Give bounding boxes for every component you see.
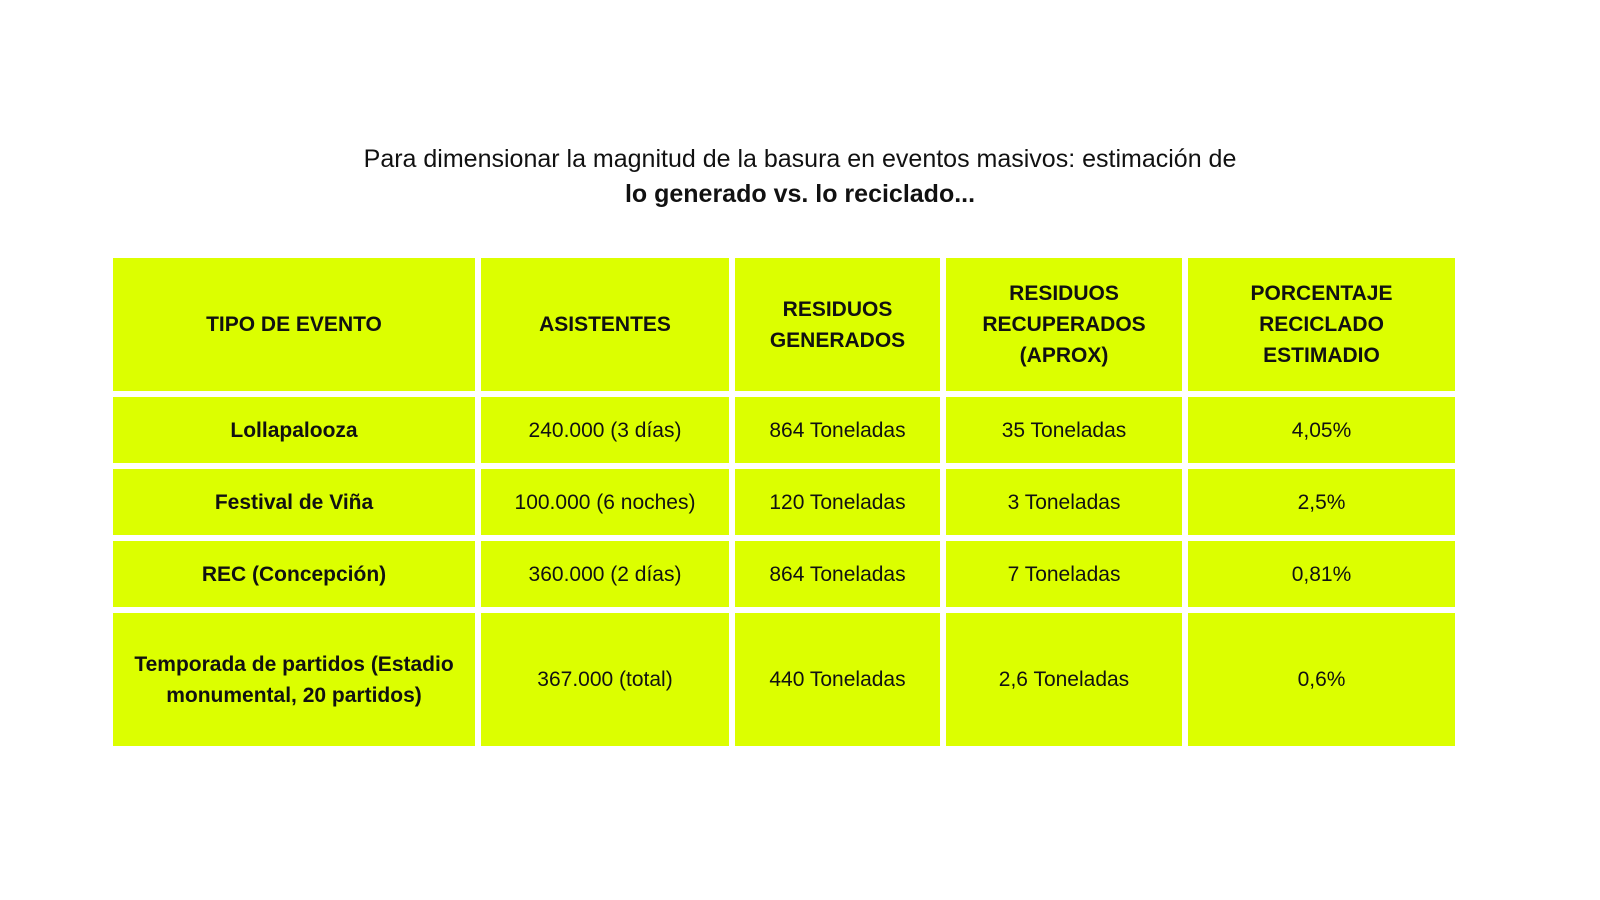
cell-attendees: 240.000 (3 días) xyxy=(481,397,729,463)
table-row xyxy=(113,613,1455,746)
cell-attendees: 367.000 (total) xyxy=(481,613,729,746)
cell-waste-recovered: 7 Toneladas xyxy=(946,541,1182,607)
cell-event-name: Lollapalooza xyxy=(113,397,475,463)
cell-waste-recovered: 35 Toneladas xyxy=(946,397,1182,463)
cell-waste-generated: 440 Toneladas xyxy=(735,613,940,746)
cell-recycled-percent: 0,6% xyxy=(1188,613,1455,746)
cell-event-name: Temporada de partidos (Estadio monumental, 20 partidos) xyxy=(113,613,475,746)
cell-waste-generated: 864 Toneladas xyxy=(735,541,940,607)
cell-event-name: Festival de Viña xyxy=(113,469,475,535)
table-header-row xyxy=(113,258,1455,391)
cell-recycled-percent: 0,81% xyxy=(1188,541,1455,607)
table-row xyxy=(113,541,1455,607)
cell-waste-recovered: 3 Toneladas xyxy=(946,469,1182,535)
cell-event-name: REC (Concepción) xyxy=(113,541,475,607)
header-residuos-generados: RESIDUOS GENERADOS xyxy=(735,258,940,391)
cell-waste-generated: 864 Toneladas xyxy=(735,397,940,463)
cell-waste-recovered: 2,6 Toneladas xyxy=(946,613,1182,746)
header-asistentes: ASISTENTES xyxy=(481,258,729,391)
table-row xyxy=(113,397,1455,463)
intro-line-1: Para dimensionar la magnitud de la basura en eventos masivos: estimación de xyxy=(363,145,1237,173)
intro-line-2-bold: lo generado vs. lo reciclado... xyxy=(624,180,976,208)
cell-waste-generated: 120 Toneladas xyxy=(735,469,940,535)
waste-table xyxy=(107,252,1461,752)
cell-attendees: 360.000 (2 días) xyxy=(481,541,729,607)
header-tipo-evento: TIPO DE EVENTO xyxy=(113,258,475,391)
header-porcentaje-reciclado: PORCENTAJE RECICLADO ESTIMADIO xyxy=(1188,258,1455,391)
cell-recycled-percent: 4,05% xyxy=(1188,397,1455,463)
table-row xyxy=(113,469,1455,535)
intro-text xyxy=(0,142,1600,212)
header-residuos-recuperados: RESIDUOS RECUPERADOS (APROX) xyxy=(946,258,1182,391)
cell-recycled-percent: 2,5% xyxy=(1188,469,1455,535)
cell-attendees: 100.000 (6 noches) xyxy=(481,469,729,535)
